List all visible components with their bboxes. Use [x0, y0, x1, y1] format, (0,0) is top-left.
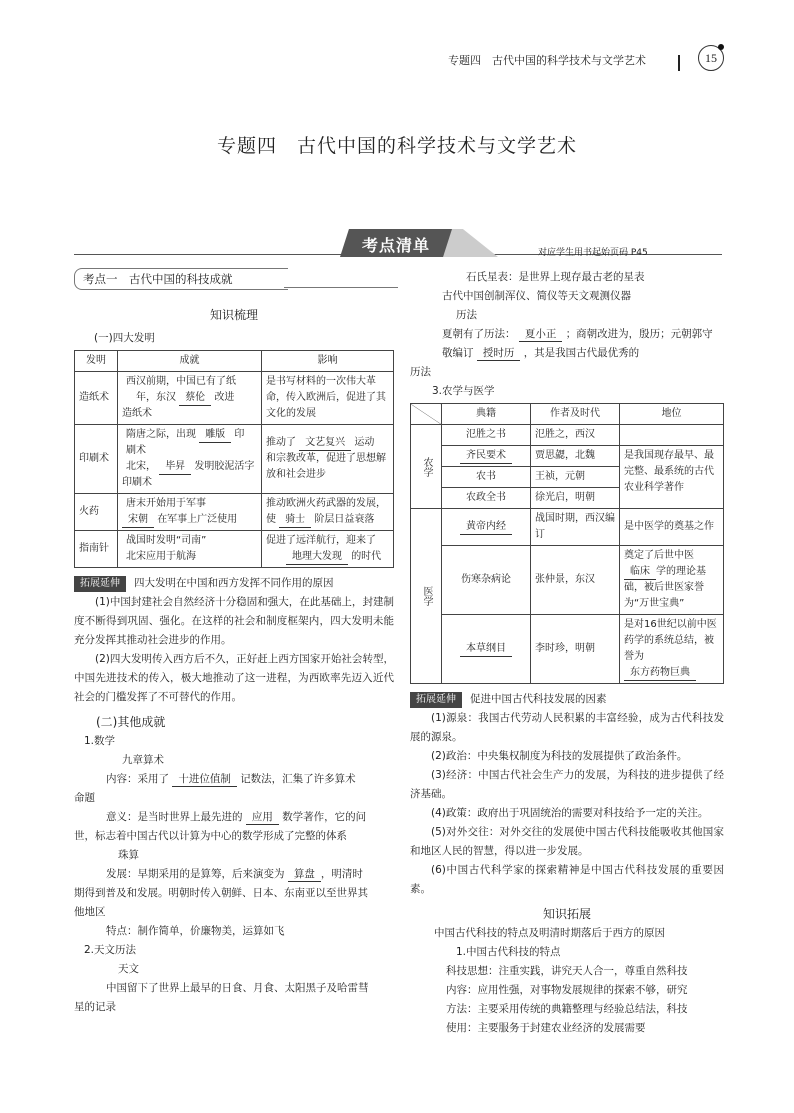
table-cell: [442, 615, 531, 684]
cell-line: 刷术: [126, 445, 146, 456]
table-row: [75, 425, 394, 494]
table-header: 发明: [75, 351, 118, 372]
cell-line: 是书写材料的一次伟大革: [266, 376, 376, 387]
text: 使用：主要服务于封建农业经济的发展需要: [446, 1022, 646, 1034]
text: 中国留下了世界上最早的日食、月食、太阳黑子及哈雷彗: [106, 982, 369, 994]
text: 命题: [74, 792, 95, 804]
table-cell: [118, 494, 262, 531]
table-cell: 王祯，元朝: [531, 467, 620, 488]
page-number-dot: [718, 44, 724, 50]
fill-blank: 黄帝内经: [460, 520, 512, 535]
table-cell: 是中医学的奠基之作: [620, 509, 724, 546]
table-cell: [620, 546, 724, 615]
books-table: [410, 403, 724, 684]
extension-tag: 拓展延伸: [410, 692, 462, 708]
cell-line: 在军事上广泛使用: [157, 514, 238, 525]
table-row: [411, 546, 724, 615]
cell-line: 文化的发展: [266, 408, 316, 419]
table-row: [75, 531, 394, 568]
text: 奠定了后世中医: [624, 550, 694, 561]
cell-line: 改进: [214, 392, 235, 403]
subheading-other: (二)其他成就: [96, 715, 166, 729]
table-cell: 伤寒杂病论: [442, 546, 531, 615]
table-header: 作者及时代: [531, 404, 620, 425]
fill-blank: 本草纲目: [460, 642, 512, 657]
table-corner: [411, 404, 442, 425]
text: 他地区: [74, 906, 106, 918]
paragraph: (1)中国封建社会自然经济十分稳固和强大，在此基础上，封建制度不断得到巩固、强化。在这样的社会和制度框架内，四大发明未能充分发挥其推动社会进步的作用。: [74, 596, 394, 646]
table-row: [411, 615, 724, 684]
table-cell: [620, 425, 724, 446]
text: 是对16世纪以前中医药学的系统总结，被誉为: [624, 619, 717, 662]
extension-tag: 拓展延伸: [74, 576, 126, 592]
text: 古代中国创制浑仪、简仪等天文观测仪器: [442, 290, 631, 302]
table-cell: [262, 531, 394, 568]
fill-blank: 夏小正: [519, 327, 563, 342]
cell-line: 发明胶泥活字: [194, 461, 255, 472]
page-number: 15: [698, 45, 724, 71]
chapter-title: 专题四 古代中国的科学技术与文学艺术: [216, 135, 577, 157]
cell-line: 西汉前期，中国已有了纸: [126, 376, 236, 387]
text: 记数法，汇集了许多算术: [240, 773, 356, 785]
text: 特点：制作简单，价廉物美，运算如飞: [106, 925, 285, 937]
table-header: 成就: [118, 351, 262, 372]
topic-label: 考点一 古代中国的科技成就: [74, 268, 288, 290]
fill-blank: 骑士: [279, 513, 311, 528]
cell-line: 印刷术: [122, 477, 152, 488]
left-column: [74, 306, 394, 1017]
table-cell: 火药: [75, 494, 118, 531]
text: 中国古代科技的特点及明清时期落后于西方的原因: [434, 927, 665, 939]
fill-blank: 东方药物巨典: [624, 666, 696, 681]
table-header: 典籍: [442, 404, 531, 425]
fill-blank: 毕昇: [159, 460, 191, 475]
table-row: [411, 509, 724, 546]
inventions-table: [74, 350, 394, 568]
text: ；商朝改进为，殷历；元朝郭守: [565, 328, 713, 340]
cell-line: 推动欧洲火药武器的发展，: [266, 498, 386, 509]
table-header: 影响: [262, 351, 394, 372]
cell-line: 的时代: [351, 551, 382, 562]
table-cell: 指南针: [75, 531, 118, 568]
table-cell: 战国时期，西汉编订: [531, 509, 620, 546]
cell-line: 促进了远洋航行，迎来了: [266, 535, 376, 546]
text: ，明清时: [320, 868, 363, 880]
fill-blank: 宋朝: [122, 513, 154, 528]
fill-blank: 地理大发现: [286, 550, 348, 565]
text: 期得到普及和发展。明朝时传入朝鲜、日本、东南亚以至世界其: [74, 887, 368, 899]
table-cell: 李时珍，明朝: [531, 615, 620, 684]
section-heading: 知识梳理: [209, 308, 258, 322]
table-cell: 是我国现存最早、最完整、最系统的古代农业科学著作: [620, 446, 724, 509]
header-divider: [678, 55, 680, 71]
table-cell: [442, 446, 531, 467]
cell-line: 印: [234, 429, 245, 440]
text: 夏朝有了历法：: [442, 328, 516, 340]
table-cell: [262, 425, 394, 494]
right-column: [410, 268, 724, 1038]
table-cell: [262, 372, 394, 425]
agri-med-label: 3.农学与医学: [432, 385, 495, 397]
fill-blank: 齐民要术: [460, 449, 512, 464]
text: 世，标志着中国古代以计算为中心的数学形成了完整的体系: [74, 830, 347, 842]
topic-rule: [284, 287, 398, 288]
table-cell: 造纸术: [75, 372, 118, 425]
section-band-label: 考点清单: [361, 236, 430, 255]
cell-line: 年，东汉: [136, 392, 176, 403]
cell-line: 使: [266, 514, 276, 525]
astro-heading: 天文: [118, 963, 139, 975]
table-cell: 氾胜之，西汉: [531, 425, 620, 446]
fill-blank: 十进位值制: [172, 772, 237, 787]
text: 发展：早期采用的是算筹，后来演变为: [106, 868, 285, 880]
fill-blank: 文艺复兴: [299, 436, 351, 451]
text: 内容：应用性强，对事物发展规律的探索不够，研究: [446, 984, 688, 996]
paragraph: (5)对外交往：对外交往的发展使中国古代科技能吸收其他国家和地区人民的智慧，得以进一步发展。: [410, 826, 724, 857]
cell-line: 隋唐之际，出现: [126, 429, 196, 440]
table-cell: 徐光启，明朝: [531, 488, 620, 509]
category-cell: 农学: [411, 425, 442, 509]
table-row: [75, 494, 394, 531]
cell-line: 阶层日益衰落: [314, 514, 375, 525]
paragraph: (2)政治：中央集权制度为科技的发展提供了政治条件。: [431, 750, 688, 762]
table-cell: [118, 372, 262, 425]
table-cell: [262, 494, 394, 531]
subheading-inventions: (一)四大发明: [94, 332, 155, 344]
paragraph: (6)中国古代科学家的探索精神是中国古代科技发展的重要因素。: [410, 864, 724, 895]
text: 敬编订: [442, 347, 474, 359]
text: ，其是我国古代最优秀的: [523, 347, 640, 359]
table-cell: [620, 615, 724, 684]
text: 意义：是当时世界上最先进的: [106, 811, 243, 823]
abacus-heading: 珠算: [118, 849, 139, 861]
fill-blank: 雕版: [199, 428, 231, 443]
text: 数学著作，它的问: [282, 811, 367, 823]
table-header: 地位: [620, 404, 724, 425]
table-cell: 贾思勰，北魏: [531, 446, 620, 467]
text: 学的理论基础，被后世医家誉为“万世宝典”: [624, 566, 706, 609]
table-cell: 农书: [442, 467, 531, 488]
text: 科技思想：注重实践，讲究天人合一，尊重自然科技: [446, 965, 688, 977]
math-label: 1.数学: [84, 735, 116, 747]
table-cell: [442, 509, 531, 546]
fill-blank: 应用: [246, 810, 279, 825]
table-row: [75, 372, 394, 425]
cell-line: 放和社会进步: [266, 469, 326, 480]
table-cell: 张仲景，东汉: [531, 546, 620, 615]
cell-line: 推动了: [266, 437, 296, 448]
table-cell: 印刷术: [75, 425, 118, 494]
table-cell: [118, 531, 262, 568]
paragraph: (2)四大发明传入西方后不久，正好赶上西方国家开始社会转型，中国先进技术的传入，极大地推动了这一进程，为西欧率先迈入近代社会的门槛发挥了不可替代的作用。: [74, 653, 394, 703]
cell-line: 北宋应用于航海: [126, 551, 196, 562]
cell-line: 运动: [354, 437, 375, 448]
paragraph: (4)政策：政府出于巩固统治的需要对科技给予一定的关注。: [431, 807, 709, 819]
extension-title: 四大发明在中国和西方发挥不同作用的原因: [134, 577, 334, 589]
table-row: [411, 446, 724, 467]
table-cell: [118, 425, 262, 494]
cell-line: 和宗教改革，促进了思想解: [266, 453, 386, 464]
math-book: 九章算术: [122, 754, 164, 766]
fill-blank: 临床: [624, 565, 656, 580]
cell-line: 战国时发明“司南”: [126, 535, 207, 546]
text: 1.中国古代科技的特点: [456, 946, 561, 958]
table-cell: 氾胜之书: [442, 425, 531, 446]
extension-title: 促进中国古代科技发展的因素: [470, 693, 607, 705]
table-cell: 农政全书: [442, 488, 531, 509]
cell-line: 造纸术: [122, 408, 152, 419]
page-reference-note: 对应学生用书起始页码 P45: [538, 248, 648, 258]
category-cell: 医学: [411, 509, 442, 684]
cell-line: 北宋，: [126, 461, 156, 472]
paragraph: (3)经济：中国古代社会生产力的发展，为科技的进步提供了经济基础。: [410, 769, 724, 800]
astro-label: 2.天文历法: [84, 944, 137, 956]
paragraph: (1)源泉：我国古代劳动人民积累的丰富经验，成为古代科技发展的源泉。: [410, 712, 724, 743]
fill-blank: 算盘: [288, 867, 321, 882]
running-header: 专题四 古代中国的科学技术与文学艺术: [448, 54, 646, 67]
fill-blank: 蔡伦: [179, 391, 211, 406]
text: 历法: [456, 309, 477, 321]
cell-line: 唐末开始用于军事: [126, 498, 206, 509]
text: 内容：采用了: [106, 773, 169, 785]
text: 历法: [410, 366, 431, 378]
cell-line: 命，传入欧洲后，促进了其: [266, 392, 386, 403]
fill-blank: 授时历: [477, 346, 521, 361]
text: 石氏星表：是世界上现存最古老的星表: [466, 271, 645, 283]
text: 方法：主要采用传统的典籍整理与经验总结法，科技: [446, 1003, 688, 1015]
section-heading: 知识拓展: [542, 907, 591, 921]
table-row: [411, 425, 724, 446]
text: 星的记录: [74, 1001, 116, 1013]
